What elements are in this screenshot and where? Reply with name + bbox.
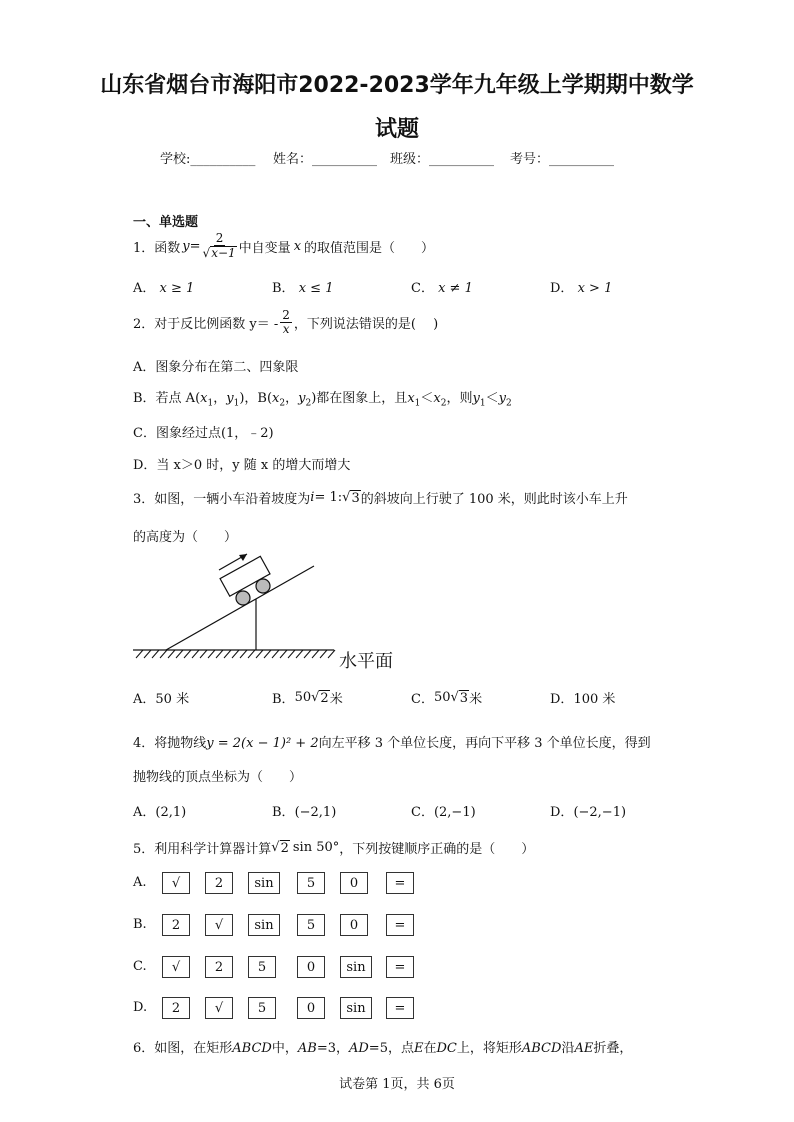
calc-key: sin xyxy=(340,956,372,978)
q5-option-b-keys xyxy=(162,914,432,936)
q2-option-d: D．当 x＞0 时，y 随 x 的增大而增大 xyxy=(133,458,351,473)
question-4-line1: 4．将抛物线y = 2(x − 1)² + 2向左平移 3 个单位长度，再向下平移 3 个单位长度，得到 xyxy=(133,736,651,751)
calc-key: = xyxy=(386,956,414,978)
q4-option-d: D．(−2,−1) xyxy=(550,805,627,820)
q2-option-a: A．图象分布在第二、四象限 xyxy=(133,360,299,375)
name-field: 姓名：__________ xyxy=(273,152,378,167)
calc-key: 2 xyxy=(162,997,190,1019)
q1-option-b: B． x ≤ 1 xyxy=(272,281,334,296)
question-5: 5．利用科学计算器计算 √ 2 sin 50° ，下列按键顺序正确的是（ ） xyxy=(133,840,535,857)
page-title-line2: 试题 xyxy=(374,117,419,142)
q5-option-d-keys xyxy=(162,997,432,1019)
calc-key: 5 xyxy=(297,914,325,936)
q2-option-b: B．若点 $A(x_1$，$y_1$)，$B(x_2$，$y_2$)都在图象上，且$x_1<x_2$，则$y_1<y_2$ xyxy=(133,391,512,409)
calc-key: 0 xyxy=(340,914,368,936)
cart-wheel-right xyxy=(256,579,270,593)
q1-option-c: C． x ≠ 1 xyxy=(411,281,473,296)
calc-key: √ xyxy=(205,914,233,936)
calc-key: 2 xyxy=(205,872,233,894)
calc-key: 0 xyxy=(297,956,325,978)
question-1: 1．函数 y = 2 √ x−1 中自变量 x 的取值范围是（ ） xyxy=(133,231,435,260)
calc-key: √ xyxy=(205,997,233,1019)
calc-key: sin xyxy=(340,997,372,1019)
calc-key: = xyxy=(386,997,414,1019)
question-4-line2: 抛物线的顶点坐标为（ ） xyxy=(133,770,303,785)
calc-key: 0 xyxy=(340,872,368,894)
q2-fraction: $\frac{2}{x}$ xyxy=(282,308,290,336)
calc-key: sin xyxy=(248,914,280,936)
q3-option-a: A．50 米 xyxy=(133,692,190,707)
q1-option-d: D． x > 1 xyxy=(550,281,613,296)
calc-key: = xyxy=(386,914,414,936)
q1-option-a: A． x ≥ 1 xyxy=(133,281,195,296)
q4-option-a: A．(2,1) xyxy=(133,805,187,820)
horizontal-plane-label: 水平面 xyxy=(339,651,393,672)
calc-key: sin xyxy=(248,872,280,894)
calc-key: = xyxy=(386,872,414,894)
q1-fraction: 2 √ x−1 xyxy=(202,231,236,260)
calc-key: 2 xyxy=(205,956,233,978)
calc-key: √ xyxy=(162,872,190,894)
q5-option-a-keys xyxy=(162,872,432,894)
question-3-line2: 的高度为（ ） xyxy=(133,530,238,545)
q5-option-d-label: D. xyxy=(133,1000,148,1015)
calc-key: √ xyxy=(162,956,190,978)
q5-option-a-label: A. xyxy=(133,875,147,890)
q4-option-b: B．(−2,1) xyxy=(272,805,337,820)
exam-number-field: 考号：__________ xyxy=(510,152,615,167)
page-footer: 试卷第 1页，共 6页 xyxy=(339,1077,455,1092)
q5-option-b-label: B. xyxy=(133,917,147,932)
calc-key: 2 xyxy=(162,914,190,936)
ground-hatching xyxy=(136,650,335,658)
q3-option-d: D．100 米 xyxy=(550,692,616,707)
calc-key: 5 xyxy=(297,872,325,894)
calc-key: 5 xyxy=(248,997,276,1019)
q3-option-b: B． 50 √ 2 米 xyxy=(272,690,343,707)
slope-figure xyxy=(128,548,418,673)
q4-option-c: C．(2,−1) xyxy=(411,805,476,820)
q5-option-c-label: C. xyxy=(133,959,147,974)
calc-key: 5 xyxy=(248,956,276,978)
question-6: 6．如图，在矩形ABCD中，AB=3，AD=5，点E在DC上，将矩形ABCD沿AE折叠， xyxy=(133,1041,633,1056)
q2-option-c: C．图象经过点(1，﹣2) xyxy=(133,426,274,441)
section-heading: 一、单选题 xyxy=(133,215,199,230)
question-3-line1: 3．如图，一辆小车沿着坡度为 i = 1: √ 3 的斜坡向上行驶了 100 米，则此时该小车上升 xyxy=(133,490,628,507)
question-2: 2．对于反比例函数 y＝ - $\frac{2}{x}$ ，下列说法错误的是( ) xyxy=(133,308,439,336)
calc-key: 0 xyxy=(297,997,325,1019)
school-field: 学校:__________ xyxy=(160,152,256,167)
q3-option-c: C． 50 √ 3 米 xyxy=(411,690,483,707)
q5-option-c-keys xyxy=(162,956,432,978)
class-field: 班级：__________ xyxy=(390,152,495,167)
cart-wheel-left xyxy=(236,591,250,605)
page-title-line1: 山东省烟台市海阳市2022-2023学年九年级上学期期中数学 xyxy=(100,73,694,98)
